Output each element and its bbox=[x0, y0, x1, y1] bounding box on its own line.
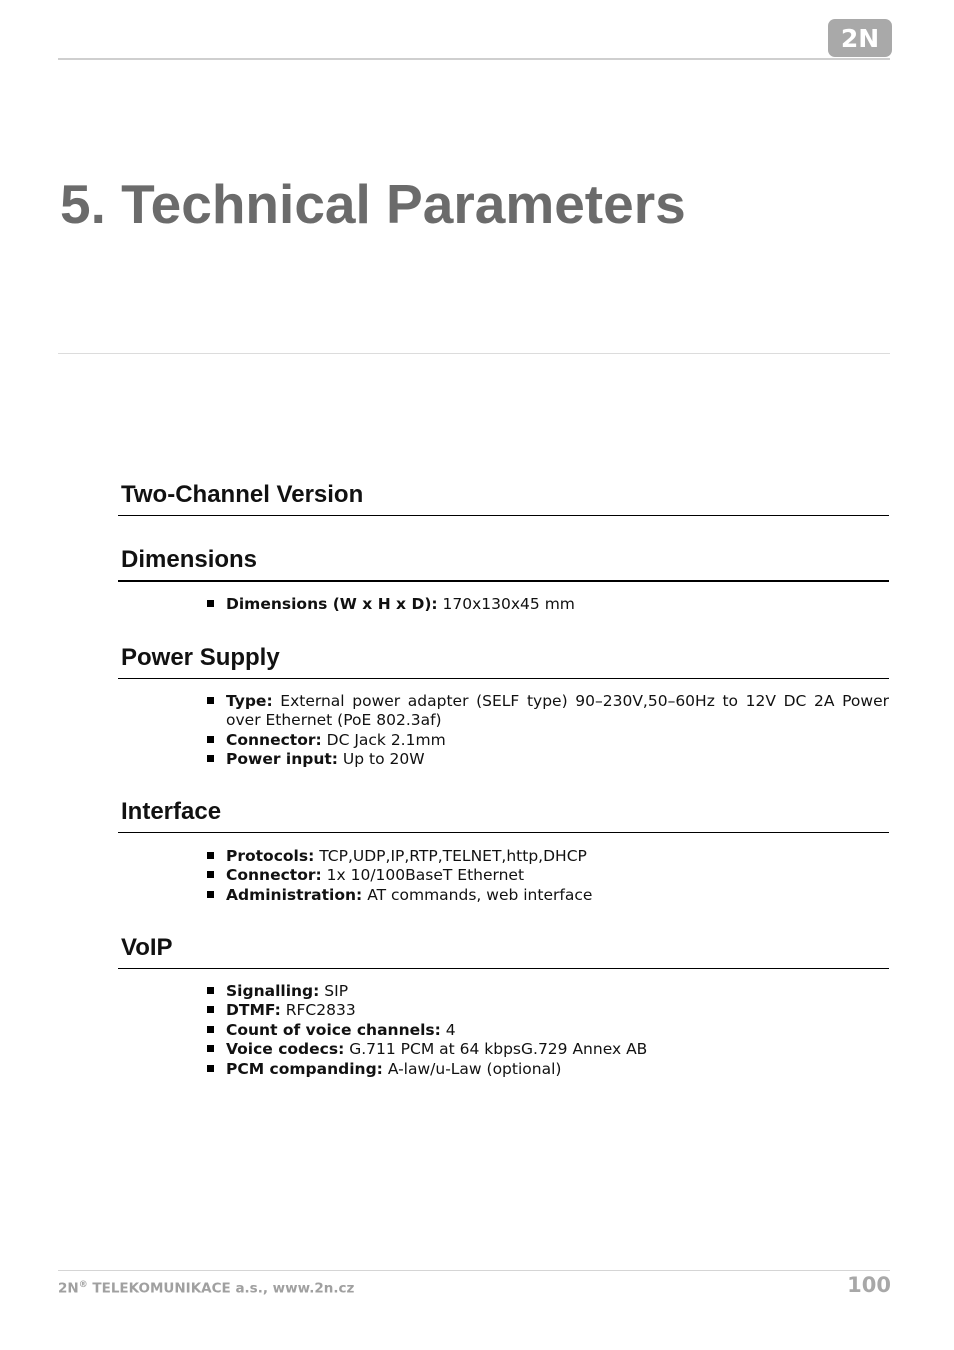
registered-mark: ® bbox=[78, 1280, 88, 1290]
section-heading: VoIP bbox=[121, 934, 173, 961]
bullet-icon bbox=[207, 871, 214, 878]
section-heading: Interface bbox=[121, 798, 222, 825]
bullet-icon bbox=[207, 736, 214, 743]
header-rule bbox=[58, 58, 890, 60]
footer-rule bbox=[58, 1270, 890, 1271]
page-number: 100 bbox=[847, 1273, 891, 1297]
bullet-icon bbox=[207, 1065, 214, 1072]
list-item bbox=[207, 1021, 889, 1040]
item-label: PCM companding: bbox=[226, 1059, 383, 1078]
bullet-icon bbox=[207, 697, 214, 704]
item-value: AT commands, web interface bbox=[367, 885, 593, 904]
item-label: Type: bbox=[226, 692, 273, 710]
section-rule bbox=[118, 515, 889, 516]
bullet-icon bbox=[207, 1045, 214, 1052]
bullet-icon bbox=[207, 600, 214, 607]
list-item bbox=[207, 750, 889, 769]
item-label: Dimensions (W x H x D): bbox=[226, 595, 438, 613]
section-rule bbox=[118, 832, 889, 833]
section-heading: Power Supply bbox=[121, 644, 280, 671]
item-value: G.711 PCM at 64 kbpsG.729 Annex AB bbox=[349, 1040, 648, 1059]
logo-text: 2N bbox=[840, 23, 880, 53]
bullet-icon bbox=[207, 852, 214, 859]
item-label: Connector: bbox=[226, 730, 322, 749]
item-label: Connector: bbox=[226, 866, 322, 885]
bullet-icon bbox=[207, 987, 214, 994]
bullet-icon bbox=[207, 891, 214, 898]
section-heading: Two-Channel Version bbox=[121, 481, 364, 508]
list-item bbox=[207, 731, 889, 750]
item-label: Power input: bbox=[226, 750, 338, 769]
bullet-icon bbox=[207, 1026, 214, 1033]
list-item bbox=[207, 886, 889, 905]
item-value: A-law/u-Law (optional) bbox=[387, 1059, 562, 1078]
item-label: Count of voice channels: bbox=[226, 1020, 441, 1039]
section-interface bbox=[118, 797, 889, 833]
item-label: Protocols: bbox=[226, 847, 315, 865]
item-label: DTMF: bbox=[226, 1001, 281, 1020]
bullet-icon bbox=[207, 1006, 214, 1013]
item-value: TCP,UDP,IP,RTP,TELNET,http,DHCP bbox=[319, 847, 587, 865]
section-power-supply bbox=[118, 643, 889, 679]
list-item bbox=[207, 692, 889, 731]
section-rule bbox=[118, 580, 889, 582]
footer-company-rest: TELEKOMUNIKACE a.s., www.2n.cz bbox=[87, 1280, 355, 1297]
section-rule bbox=[118, 678, 889, 679]
item-value: Up to 20W bbox=[342, 750, 425, 769]
list-item bbox=[207, 847, 889, 866]
list-item bbox=[207, 982, 889, 1001]
footer-company bbox=[58, 1280, 354, 1297]
section-dimensions bbox=[118, 545, 889, 582]
chapter-title: 5. Technical Parameters bbox=[60, 173, 686, 235]
list-item bbox=[207, 1040, 889, 1059]
bullet-icon bbox=[207, 755, 214, 762]
section-two-channel-version bbox=[118, 480, 889, 516]
item-label: Signalling: bbox=[226, 982, 320, 1000]
item-value: 170x130x45 mm bbox=[442, 595, 575, 613]
footer-company-prefix: 2N bbox=[58, 1280, 79, 1297]
list-item bbox=[207, 1060, 889, 1079]
item-value: 4 bbox=[445, 1020, 456, 1039]
power-supply-list bbox=[207, 692, 889, 770]
dimensions-list bbox=[207, 595, 889, 614]
section-heading: Dimensions bbox=[121, 546, 258, 573]
section-voip bbox=[118, 933, 889, 969]
list-item bbox=[207, 1001, 889, 1020]
item-label: Administration: bbox=[226, 885, 363, 904]
list-item bbox=[207, 595, 889, 614]
item-value: External power adapter (SELF type) 90–230V,50–60Hz to 12V DC 2A Power over Ethernet (PoE 802.3af) bbox=[226, 692, 889, 730]
item-value: DC Jack 2.1mm bbox=[326, 730, 446, 749]
company-logo bbox=[828, 19, 892, 57]
item-value: 1x 10/100BaseT Ethernet bbox=[326, 866, 525, 885]
item-label: Voice codecs: bbox=[226, 1040, 345, 1059]
list-item bbox=[207, 866, 889, 885]
item-value: RFC2833 bbox=[285, 1001, 356, 1020]
section-rule bbox=[118, 968, 889, 969]
item-value: SIP bbox=[324, 982, 349, 1000]
chapter-rule bbox=[58, 353, 890, 354]
voip-list bbox=[207, 982, 889, 1079]
interface-list bbox=[207, 847, 889, 905]
